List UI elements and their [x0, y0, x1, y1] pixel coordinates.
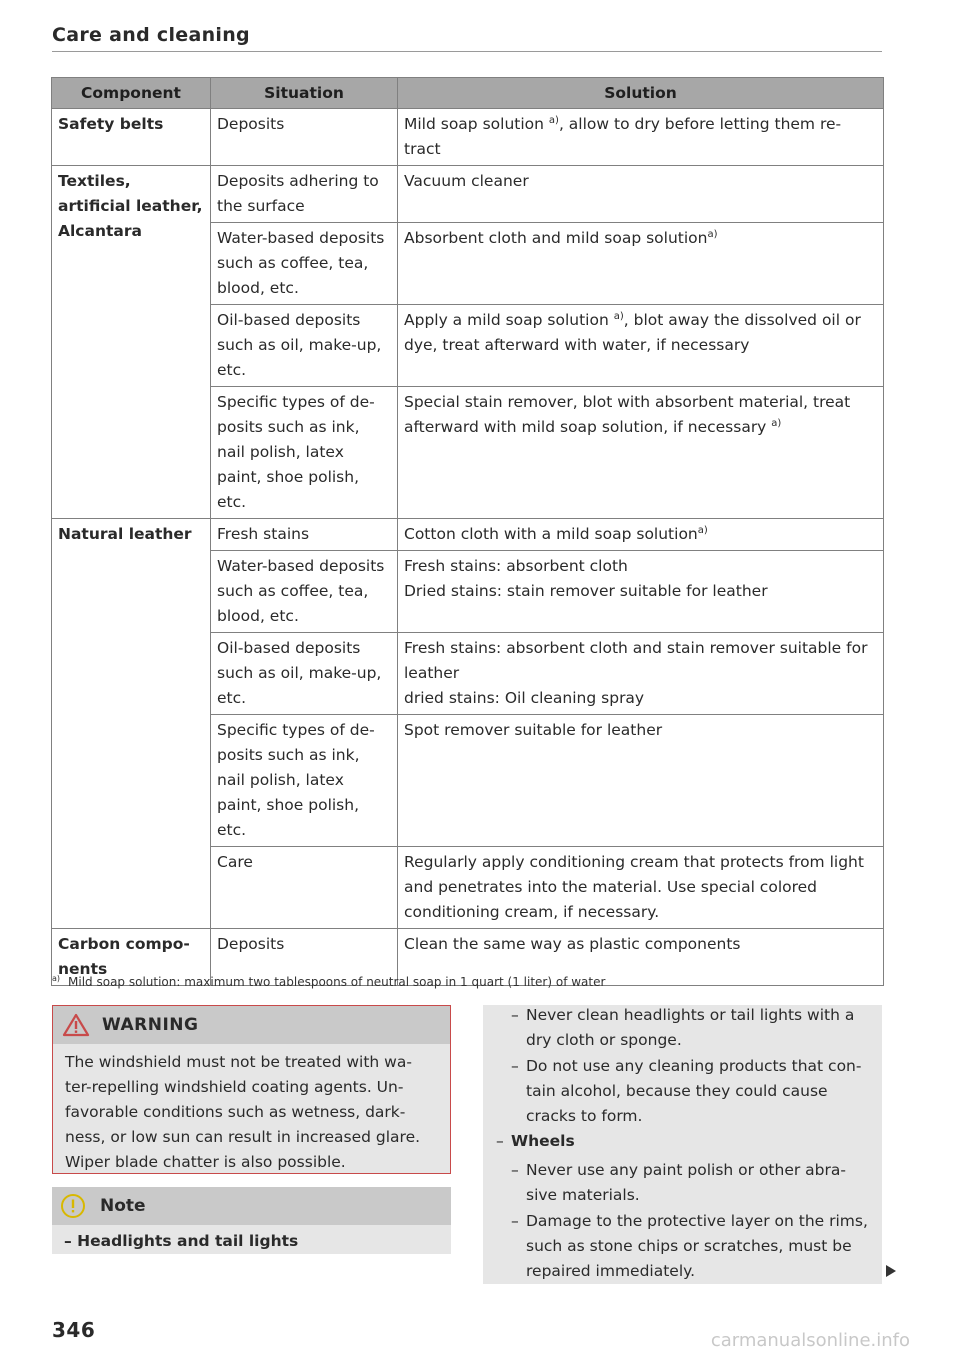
list-item: – Never clean headlights or tail lights with a dry cloth or sponge. — [511, 1006, 855, 1049]
dash: – — [64, 1232, 78, 1250]
header-component: Component — [52, 78, 211, 109]
warning-title: WARNING — [102, 1015, 199, 1035]
footnote-ref: a) — [697, 524, 708, 536]
watermark: carmanualsonline.info — [710, 1330, 910, 1351]
solution-line: Fresh stains: absorbent cloth and stain remover suitable for leather — [404, 639, 868, 682]
note-item-text: Headlights and tail lights — [77, 1232, 299, 1250]
solution-cell — [398, 305, 884, 387]
solution-cell — [398, 551, 884, 633]
component-cell: Natural leather — [52, 519, 211, 929]
footnote-ref: a) — [613, 310, 624, 322]
solution-line: Fresh stains: absorbent cloth — [404, 557, 628, 575]
situation-cell: Fresh stains — [211, 519, 398, 551]
solution-cell — [398, 109, 884, 166]
list-item: – Do not use any cleaning products that con-tain alcohol, because they could cause cracks to form. — [511, 1057, 862, 1125]
note-header — [52, 1187, 451, 1225]
note-item — [52, 1225, 451, 1254]
list-item: – Never use any paint polish or other abra-sive materials. — [511, 1161, 846, 1204]
footnote — [52, 974, 605, 989]
situation-cell: Water-based deposits such as coffee, tea, blood, etc. — [211, 223, 398, 305]
situation-cell: Deposits — [211, 929, 398, 986]
solution-line: Dried stains: stain remover suitable for leather — [404, 582, 768, 600]
table-row — [52, 519, 884, 551]
solution-text: Absorbent cloth and mild soap solution — [404, 229, 708, 247]
list-heading: – Wheels — [496, 1132, 575, 1150]
warning-body: The windshield must not be treated with wa-ter-repelling windshield coating agents. Un-favorable conditions such as wetness, dark-ness, or low sun can result in increased glare. Wiper blade chatter is also possible. — [65, 1053, 421, 1171]
header-solution: Solution — [398, 78, 884, 109]
solution-cell: Regularly apply conditioning cream that protects from light and penetrates into the material. Use special colored conditioning cream, if necessary. — [398, 847, 884, 929]
note-title: Note — [100, 1196, 146, 1216]
info-exclamation-icon — [60, 1193, 86, 1219]
solution-text: Mild soap solution — [404, 115, 544, 133]
note-box — [52, 1187, 451, 1254]
solution-text: Cotton cloth with a mild soap solution — [404, 525, 698, 543]
warning-triangle-icon — [62, 1013, 90, 1037]
footnote-ref: a) — [707, 228, 718, 240]
solution-text: Apply a mild soap solution — [404, 311, 609, 329]
list-item-text: Do not use any cleaning products that con-tain alcohol, because they could cause cracks to form. — [526, 1057, 862, 1125]
list-item-text: Damage to the protective layer on the rims, such as stone chips or scratches, must be repaired immediately. — [526, 1212, 868, 1280]
solution-cell — [398, 387, 884, 519]
solution-cell — [398, 633, 884, 715]
warning-header — [53, 1006, 450, 1044]
solution-text-cont: , blot away the dissolved oil or dye, treat afterward with water, if necessary — [404, 311, 861, 354]
cleaning-table — [51, 77, 884, 986]
situation-cell: Care — [211, 847, 398, 929]
solution-text: Special stain remover, blot with absorbent material, treat afterward with mild soap solution, if necessary — [404, 393, 851, 436]
solution-line: dried stains: Oil cleaning spray — [404, 689, 645, 707]
list-heading-text: Wheels — [511, 1132, 575, 1150]
section-title: Care and cleaning — [52, 24, 250, 46]
list-item-text: Never use any paint polish or other abra-sive materials. — [526, 1161, 846, 1204]
component-cell: Safety belts — [52, 109, 211, 166]
situation-cell: Deposits — [211, 109, 398, 166]
table-row — [52, 166, 884, 223]
situation-cell: Oil-based deposits such as oil, make-up, etc. — [211, 633, 398, 715]
situation-cell: Deposits adhering to the surface — [211, 166, 398, 223]
warning-box — [52, 1005, 451, 1174]
solution-cell: Clean the same way as plastic components — [398, 929, 884, 986]
component-cell: Carbon compo-nents — [52, 929, 211, 986]
situation-cell: Specific types of de-posits such as ink, nail polish, latex paint, shoe polish, etc. — [211, 715, 398, 847]
solution-cell: Vacuum cleaner — [398, 166, 884, 223]
solution-cell: Spot remover suitable for leather — [398, 715, 884, 847]
situation-cell: Specific types of de-posits such as ink, nail polish, latex paint, shoe polish, etc. — [211, 387, 398, 519]
page-number: 346 — [52, 1318, 96, 1342]
continue-arrow-icon — [886, 1265, 896, 1277]
footnote-marker: a) — [52, 974, 61, 983]
situation-cell: Water-based deposits such as coffee, tea, blood, etc. — [211, 551, 398, 633]
situation-cell: Oil-based deposits such as oil, make-up, etc. — [211, 305, 398, 387]
footnote-text: Mild soap solution: maximum two tablespoons of neutral soap in 1 quart (1 liter) of water — [68, 975, 606, 989]
solution-text-cont: , allow to dry before letting them re-tract — [404, 115, 842, 158]
solution-cell — [398, 223, 884, 305]
footnote-ref: a) — [771, 417, 782, 429]
right-panel — [483, 1005, 882, 1284]
table-header-row — [52, 78, 884, 109]
list-item-text: Never clean headlights or tail lights with a dry cloth or sponge. — [526, 1006, 855, 1049]
component-cell: Textiles, artificial leather, Alcantara — [52, 166, 211, 519]
header-situation: Situation — [211, 78, 398, 109]
solution-cell — [398, 519, 884, 551]
table-row — [52, 109, 884, 166]
list-item: – Damage to the protective layer on the rims, such as stone chips or scratches, must be repaired immediately. — [511, 1212, 868, 1280]
title-rule — [52, 51, 882, 52]
footnote-ref: a) — [548, 114, 559, 126]
